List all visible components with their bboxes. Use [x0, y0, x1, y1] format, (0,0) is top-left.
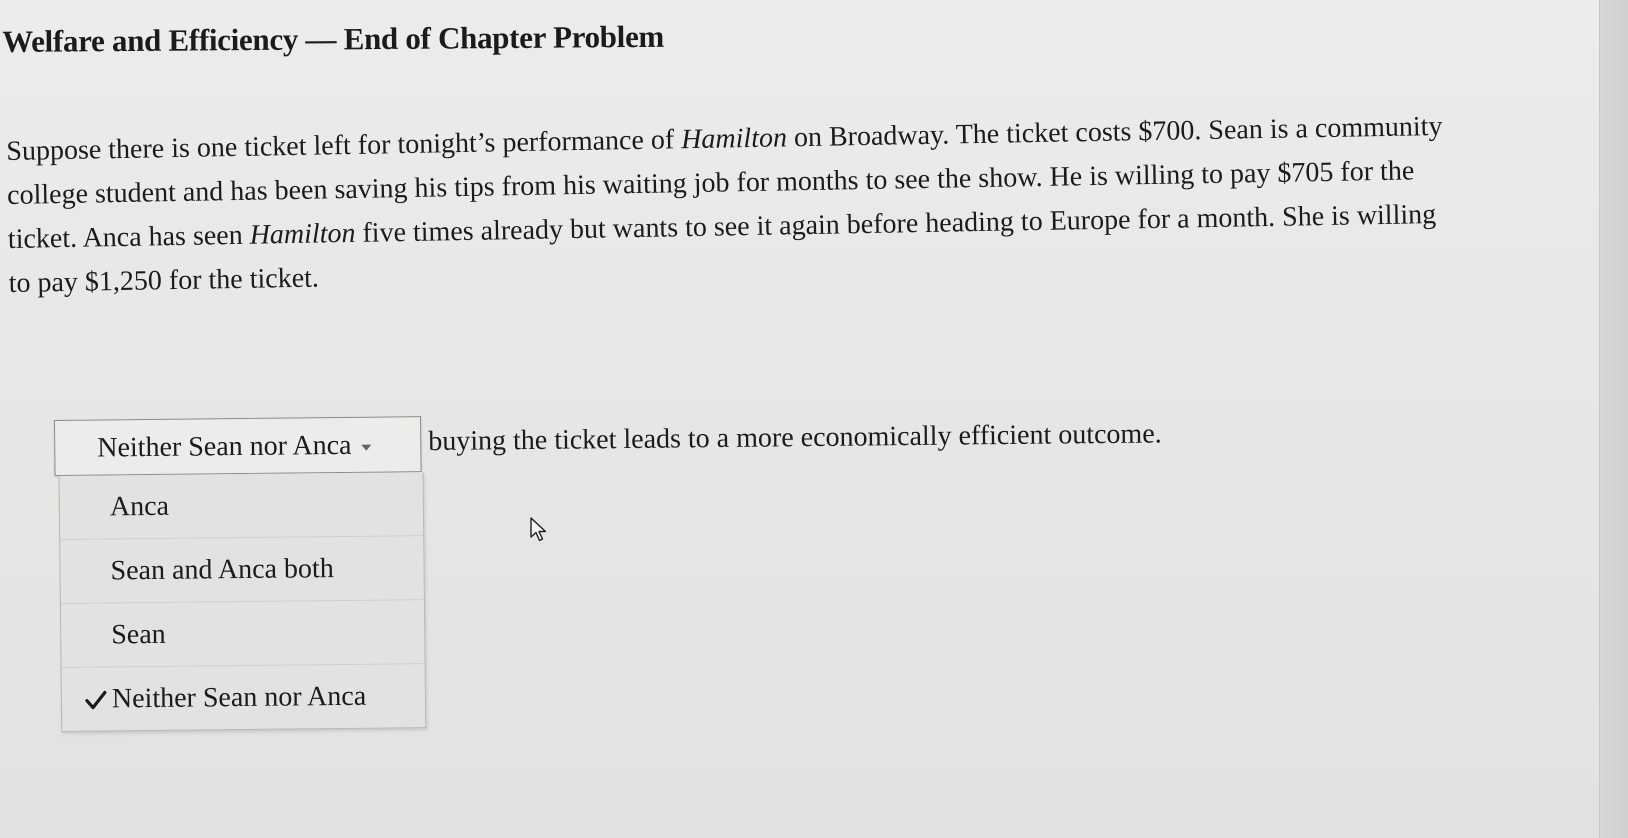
checkmark-icon	[84, 667, 109, 730]
dropdown-option-anca[interactable]: Anca	[60, 472, 424, 540]
dropdown-option-neither[interactable]: Neither Sean nor Anca	[62, 664, 426, 731]
mouse-cursor-icon	[530, 517, 548, 543]
answer-dropdown[interactable]	[54, 416, 422, 476]
page-title: Welfare and Efficiency — End of Chapter Problem	[2, 18, 665, 59]
problem-line-4: to pay $1,250 for the ticket.	[8, 262, 320, 299]
problem-line-1: Suppose there is one ticket left for tonight’s performance of Hamilton on Broadway. The ticket costs $700. Sean is a community	[6, 110, 1443, 167]
dropdown-menu	[59, 472, 427, 732]
problem-statement	[6, 103, 1569, 306]
question-text: buying the ticket leads to a more economically efficient outcome.	[428, 418, 1162, 458]
dropdown-option-sean-and-anca-both[interactable]: Sean and Anca both	[60, 536, 424, 604]
dropdown-selected-value: Neither Sean nor Anca	[97, 429, 352, 464]
caret-down-icon	[362, 444, 372, 450]
problem-line-3: ticket. Anca has seen Hamilton five times already but wants to see it again before heading to Europe for a month. She is willing	[7, 199, 1437, 255]
dropdown-option-sean[interactable]: Sean	[61, 600, 425, 668]
screen-edge	[1599, 0, 1628, 838]
problem-line-2: college student and has been saving his tips from his waiting job for months to see the show. He is willing to pay $705 for the	[6, 155, 1415, 211]
